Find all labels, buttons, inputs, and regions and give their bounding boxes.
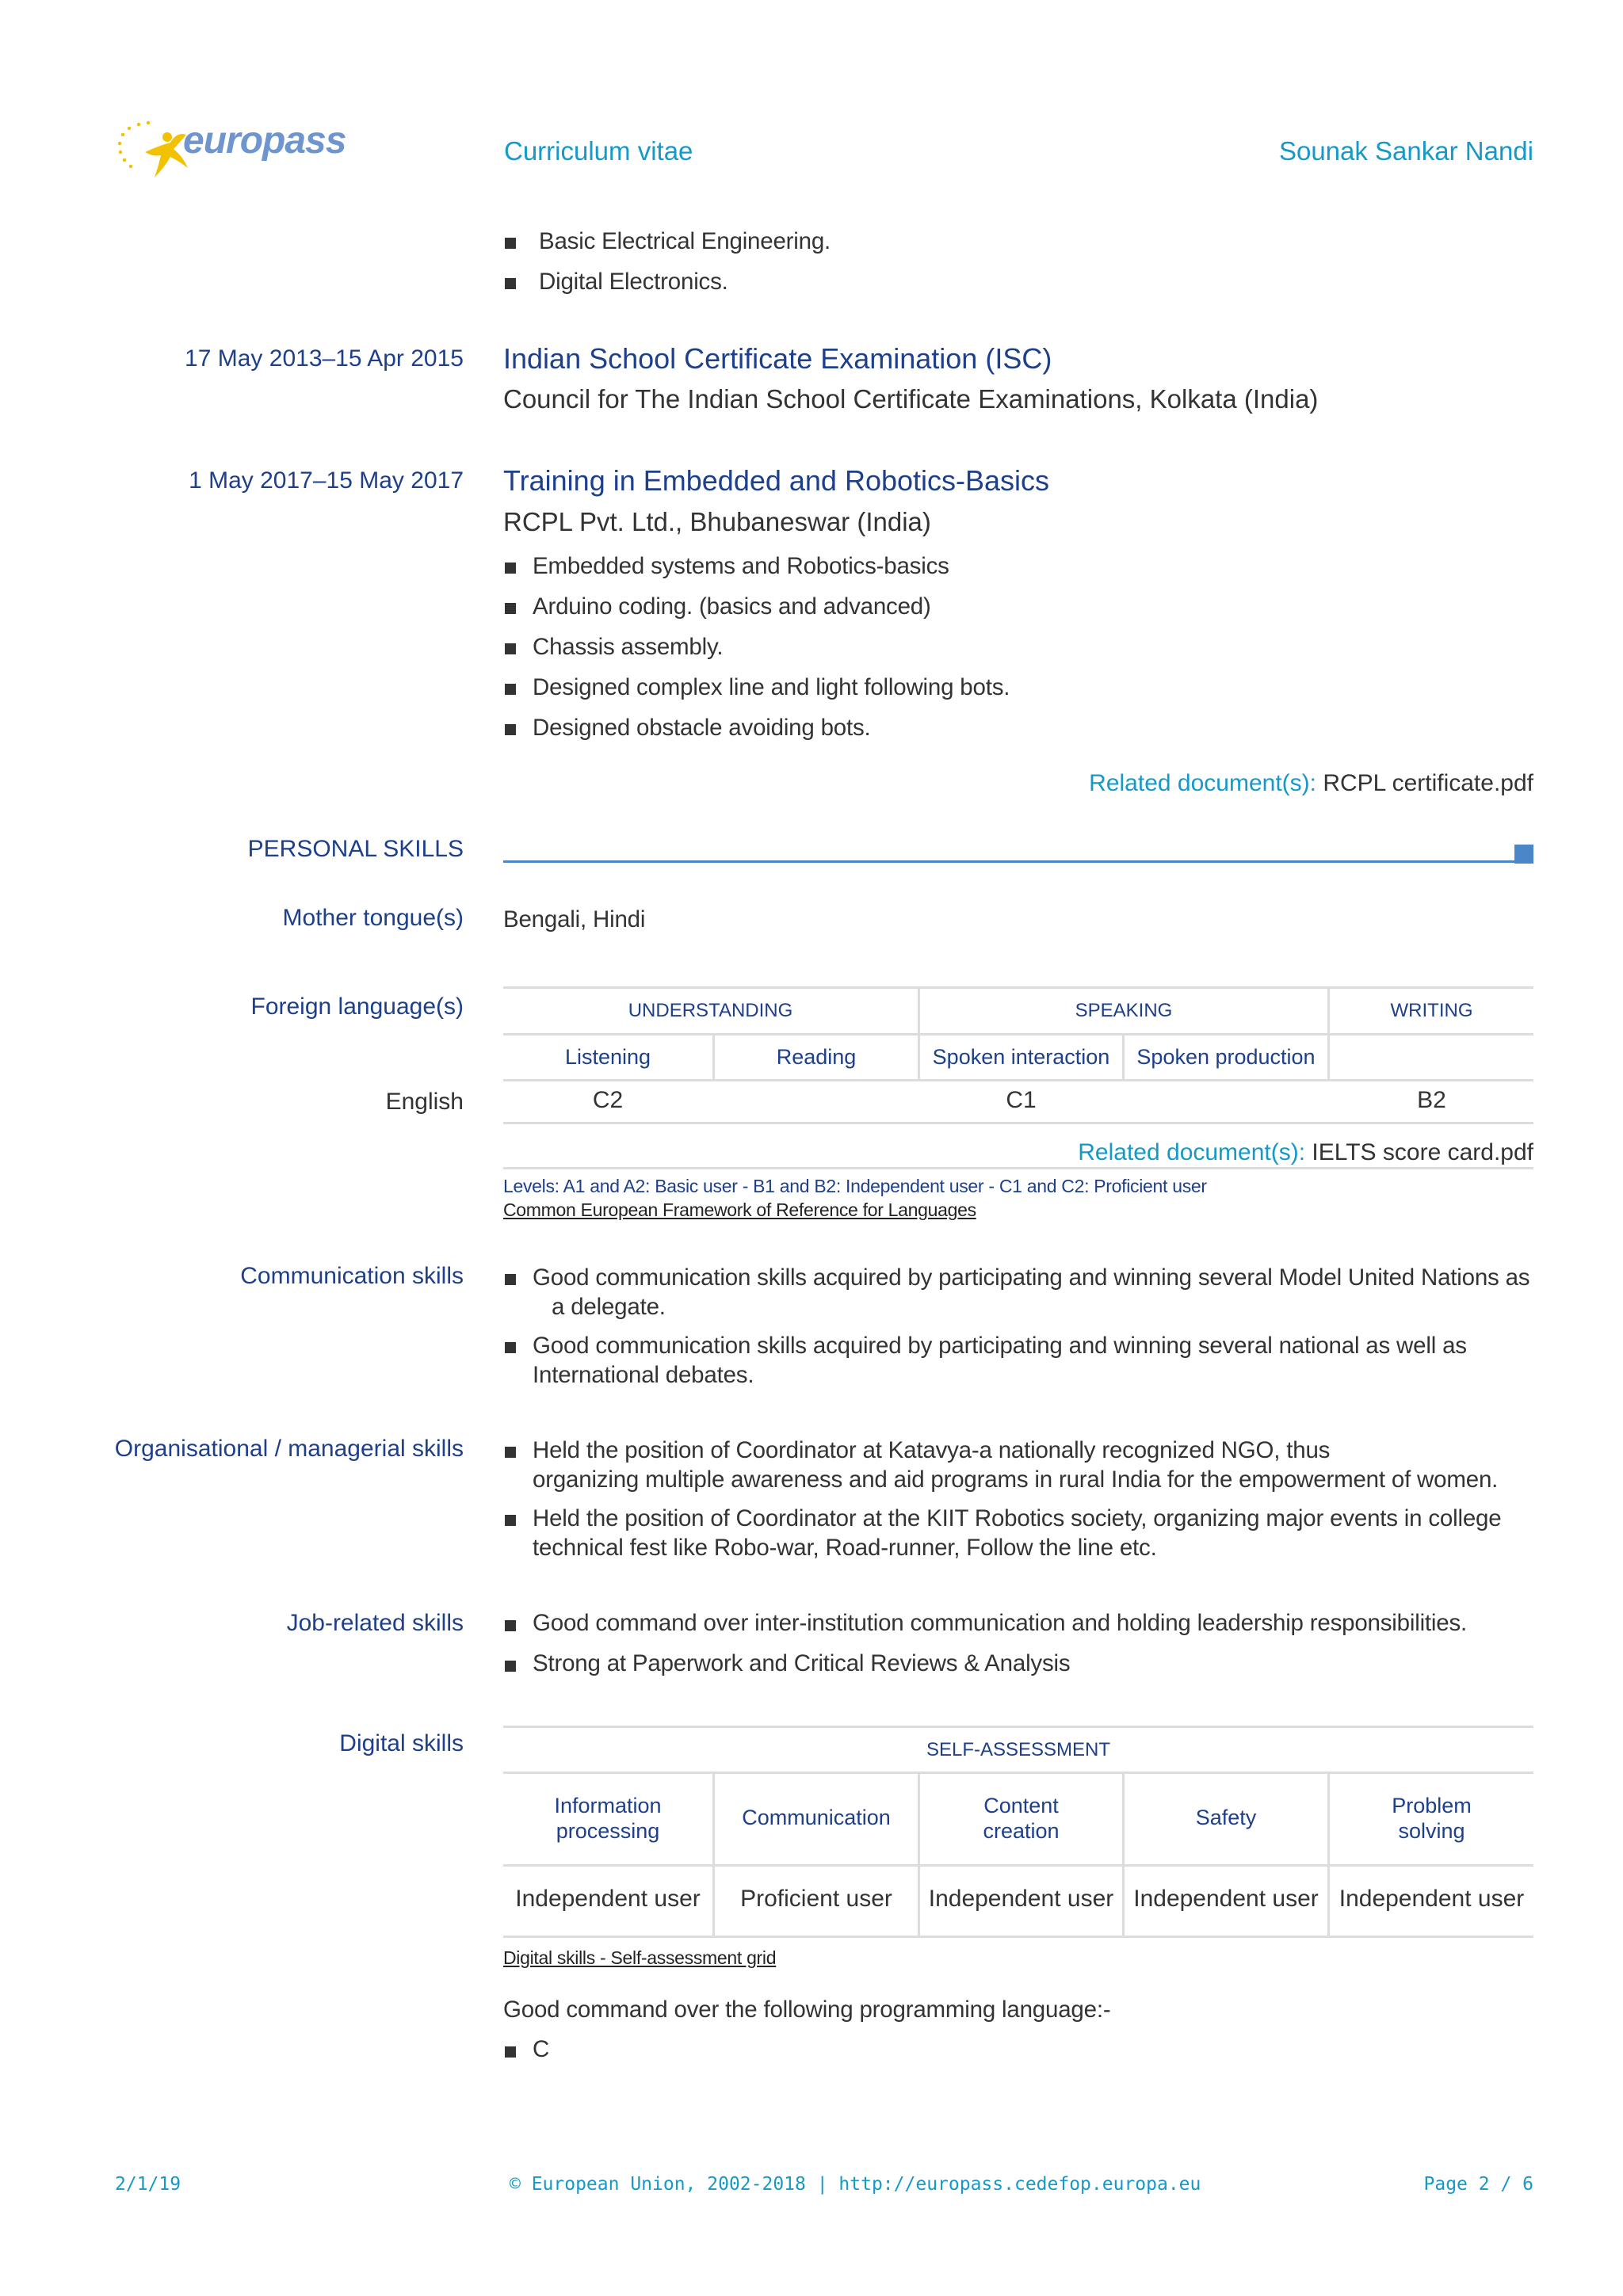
bullet-icon (505, 1342, 516, 1353)
column-header-spoken-interaction: Spoken interaction (932, 1045, 1110, 1069)
bullet-icon (505, 1620, 516, 1631)
bullet-icon (505, 684, 516, 695)
header-line: Problem (1392, 1794, 1472, 1817)
section-square-icon (1514, 845, 1533, 864)
organisational-skills-label: Organisational / managerial skills (114, 1436, 464, 1462)
list-item-line: Held the position of Coordinator at the KIIT Robotics society, organizing major events in college (533, 1505, 1502, 1531)
communication-skills-label: Communication skills (240, 1263, 464, 1289)
bullet-icon (505, 238, 516, 249)
header-line: creation (983, 1819, 1060, 1843)
digital-grid-link[interactable]: Digital skills - Self-assessment grid (503, 1947, 777, 1968)
list-item: Good command over inter-institution communication and holding leadership responsibilities. (533, 1610, 1468, 1636)
table-rule (503, 1772, 1533, 1774)
job-related-skills-label: Job-related skills (286, 1610, 464, 1636)
header-line: solving (1398, 1819, 1465, 1843)
programming-intro: Good command over the following programming language:- (503, 1997, 1111, 2023)
related-document-link[interactable]: RCPL certificate.pdf (1323, 770, 1533, 796)
related-document-link[interactable]: IELTS score card.pdf (1312, 1139, 1533, 1165)
list-item (533, 1331, 1467, 1390)
problem-solving-level: Independent user (1338, 1886, 1525, 1912)
list-item-line: International debates. (533, 1362, 754, 1388)
table-rule (503, 1122, 1533, 1124)
education-organisation: RCPL Pvt. Ltd., Bhubaneswar (India) (503, 507, 931, 536)
bullet-icon (505, 1447, 516, 1458)
education-organisation: Council for The Indian School Certificate Examinations, Kolkata (India) (503, 384, 1319, 414)
table-rule (503, 1167, 1533, 1169)
candidate-name: Sounak Sankar Nandi (1278, 136, 1533, 166)
table-rule (503, 1033, 1533, 1035)
list-item: Chassis assembly. (533, 634, 724, 660)
related-documents (1089, 770, 1533, 797)
foreign-languages-label: Foreign language(s) (250, 994, 464, 1020)
table-rule (503, 1079, 1533, 1081)
europass-logo (115, 111, 353, 182)
header-line: Content (983, 1794, 1059, 1817)
list-item: Designed complex line and light following bots. (533, 674, 1010, 700)
listening-level: C2 (592, 1087, 624, 1113)
bullet-icon (505, 278, 516, 289)
list-item (533, 1436, 1498, 1494)
self-assessment-heading: SELF-ASSESSMENT (926, 1739, 1111, 1760)
bullet-icon (505, 1274, 516, 1285)
footer-copyright[interactable]: © European Union, 2002-2018 | http://europass.cedefop.europa.eu (510, 2174, 1201, 2195)
content-creation-level: Independent user (928, 1886, 1114, 1912)
digital-skills-label: Digital skills (339, 1730, 464, 1756)
footer-page-number: Page 2 / 6 (1423, 2174, 1533, 2195)
table-rule (503, 1726, 1533, 1728)
list-item-line: a delegate. (552, 1294, 666, 1320)
europass-wordmark: europass (183, 120, 346, 162)
list-item (533, 1263, 1529, 1322)
information-processing-level: Independent user (515, 1886, 701, 1912)
bullet-icon (505, 1661, 516, 1672)
column-header-problem-solving (1330, 1793, 1533, 1844)
list-item: Basic Electrical Engineering. (539, 228, 831, 254)
bullet-icon (505, 563, 516, 574)
column-header-listening: Listening (564, 1045, 651, 1069)
table-rule (503, 1864, 1533, 1867)
column-header-speaking: SPEAKING (1075, 1000, 1173, 1021)
related-documents-label: Related document(s): (1089, 770, 1316, 796)
list-item: Designed obstacle avoiding bots. (533, 715, 871, 741)
bullet-icon (505, 603, 516, 614)
column-header-information-processing (503, 1793, 712, 1844)
section-heading-personal-skills: PERSONAL SKILLS (247, 836, 464, 862)
list-item (533, 1504, 1501, 1562)
education-dates: 1 May 2017–15 May 2017 (189, 467, 464, 494)
footer-date: 2/1/19 (115, 2174, 181, 2195)
list-item-line: technical fest like Robo-war, Road-runner, Follow the line etc. (533, 1535, 1157, 1561)
safety-level: Independent user (1133, 1886, 1319, 1912)
language-related-documents (1078, 1139, 1533, 1166)
header-line: processing (556, 1819, 660, 1843)
list-item-line: Good communication skills acquired by participating and winning several Model United Nations as (533, 1264, 1530, 1291)
mother-tongue-label: Mother tongue(s) (282, 905, 464, 931)
education-title: Indian School Certificate Examination (ISC) (503, 342, 1052, 375)
document-type: Curriculum vitae (504, 136, 693, 166)
levels-note: Levels: A1 and A2: Basic user - B1 and B2: Independent user - C1 and C2: Proficient user (503, 1176, 1207, 1196)
list-item: Strong at Paperwork and Critical Reviews & Analysis (533, 1650, 1071, 1676)
education-title: Training in Embedded and Robotics-Basics (503, 464, 1050, 497)
list-item-line: Good communication skills acquired by participating and winning several national as well as (533, 1333, 1467, 1359)
list-item-line: Held the position of Coordinator at Katavya-a nationally recognized NGO, thus (533, 1437, 1331, 1463)
column-header-spoken-production: Spoken production (1136, 1045, 1316, 1069)
header-line: Information (554, 1794, 662, 1817)
list-item: Arduino coding. (basics and advanced) (533, 593, 931, 620)
column-header-safety: Safety (1195, 1806, 1257, 1829)
cefr-link[interactable]: Common European Framework of Reference for Languages (503, 1199, 976, 1220)
column-header-writing: WRITING (1390, 1000, 1473, 1021)
mother-tongue-value: Bengali, Hindi (503, 906, 646, 933)
column-header-understanding: UNDERSTANDING (628, 1000, 793, 1021)
column-header-reading: Reading (776, 1045, 857, 1069)
writing-level: B2 (1417, 1087, 1446, 1113)
communication-level: Proficient user (740, 1886, 892, 1912)
bullet-icon (505, 724, 516, 735)
related-documents-label: Related document(s): (1078, 1139, 1306, 1165)
section-rule (503, 860, 1516, 863)
column-header-content-creation (920, 1793, 1122, 1844)
bullet-icon (505, 2046, 516, 2058)
bullet-icon (505, 1515, 516, 1526)
speaking-level: C1 (1006, 1087, 1037, 1113)
table-rule (503, 986, 1533, 989)
column-header-communication: Communication (742, 1806, 891, 1829)
language-name: English (385, 1089, 464, 1115)
list-item: C (533, 2036, 550, 2062)
bullet-icon (505, 643, 516, 654)
education-dates: 17 May 2013–15 Apr 2015 (185, 345, 464, 372)
list-item: Digital Electronics. (539, 269, 728, 295)
table-rule (503, 1936, 1533, 1938)
list-item-line: organizing multiple awareness and aid programs in rural India for the empowerment of women. (533, 1466, 1499, 1493)
list-item: Embedded systems and Robotics-basics (533, 553, 949, 579)
